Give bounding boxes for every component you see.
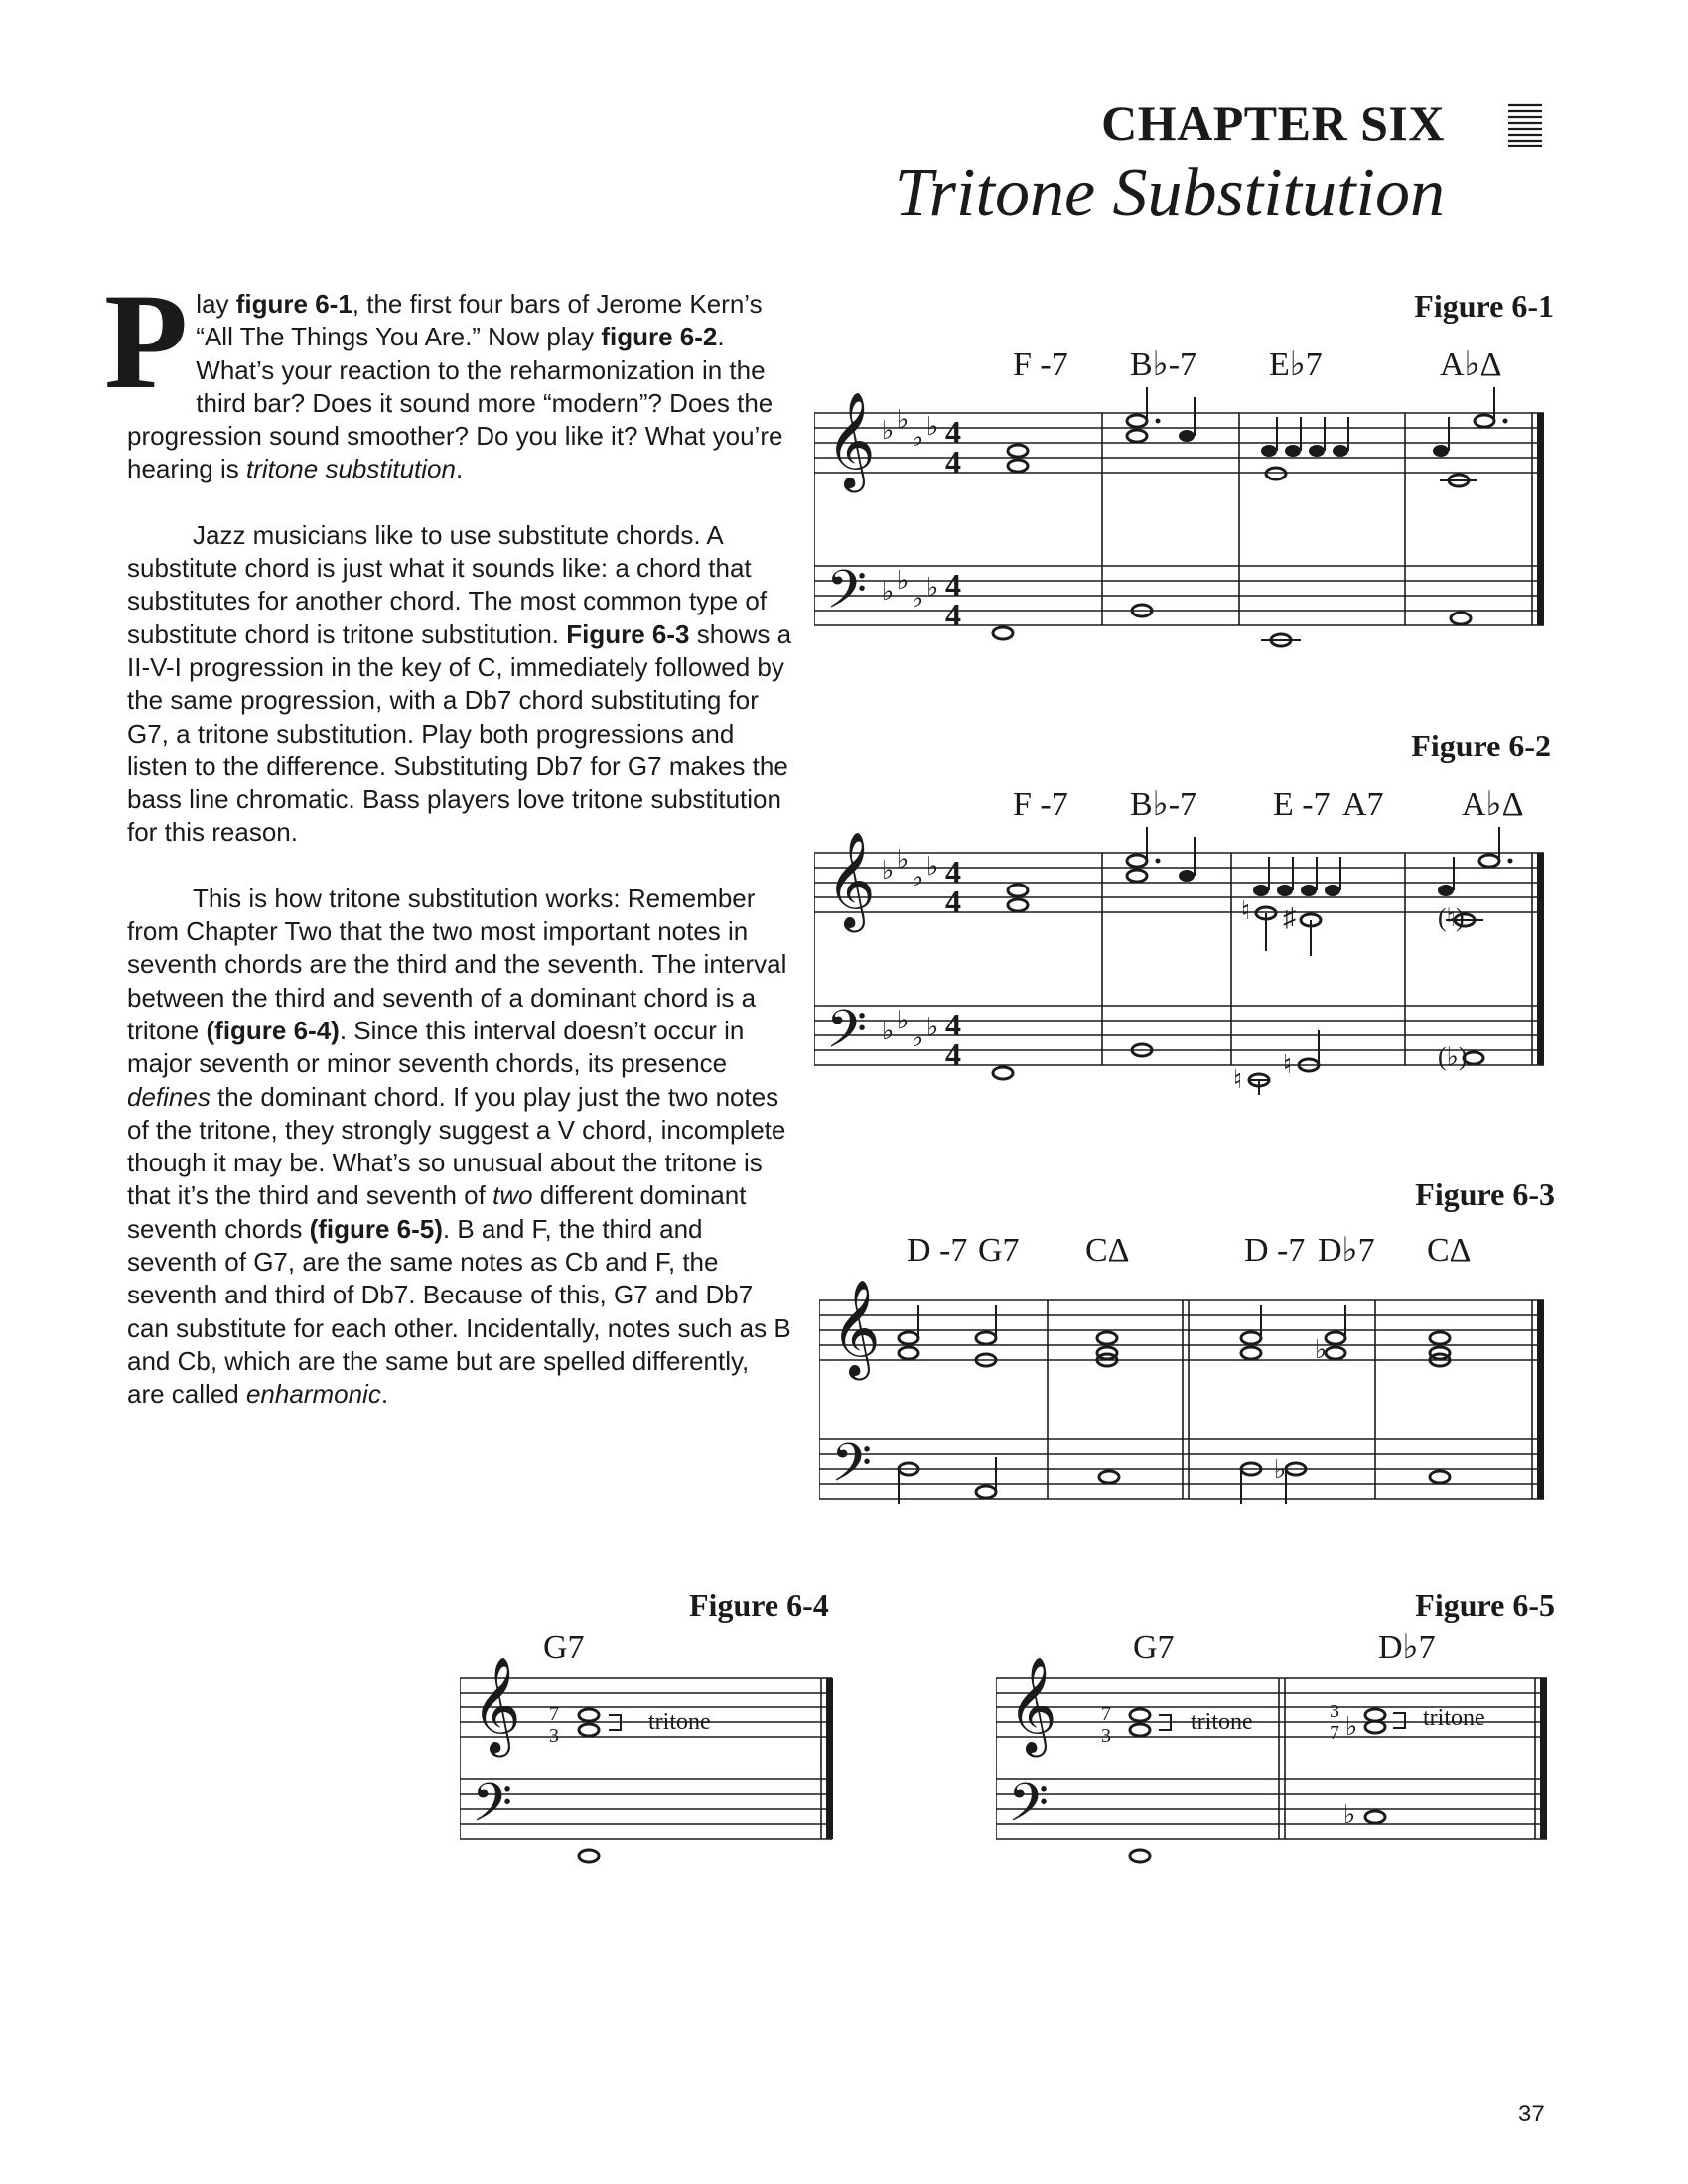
chord-symbol: CΔ [1085,1232,1130,1269]
text-run: the dominant chord. If you play just the two notes of the tritone, they strongly suggest a V chord, incomplete though it may be. What’s so unusual about the tritone is that it’s the third and seventh of [127,1081,786,1211]
text-run: . Since this interval doesn’t occur in major seventh or minor seventh chords, its presence [127,1015,745,1079]
svg-text:4: 4 [945,414,961,450]
chord-symbol: A♭Δ [1462,786,1524,823]
svg-text:♭: ♭ [926,412,939,441]
svg-text:𝄞: 𝄞 [472,1660,521,1752]
text-run: . B and F, the third and seventh of G7, are the same notes as Cb and F, the seventh and third of Db7. Because of this, G7 and Db7 can substitute for each other. Incidentally, notes such as B and Cb, which are the same but are spelled differently, are called [127,1213,791,1410]
svg-text:4: 4 [945,1007,961,1042]
svg-text:𝄞: 𝄞 [1008,1660,1057,1752]
svg-text:♭: ♭ [882,1017,895,1045]
svg-text:♮: ♮ [1283,1050,1293,1079]
interval-number: 7 [549,1704,559,1725]
text-run: . What’s your reaction to the reharmonization in the third bar? Does it sound more “modern”? Does the progression sound smoother? Do you like it? What you’re hearing is [127,322,783,484]
svg-text:♭: ♭ [897,1006,910,1034]
figure-6-3-label: Figure 6-3 [1415,1176,1555,1212]
text-run: . [455,454,464,484]
tritone-label: tritone [648,1709,711,1735]
svg-text:𝄢: 𝄢 [472,1774,513,1844]
staff-lines-icon [1508,103,1542,147]
svg-text:♭: ♭ [1315,1335,1328,1364]
chord-symbol: D♭7 [1318,1232,1375,1269]
svg-text:(♭): (♭) [1438,1042,1468,1071]
svg-text:4: 4 [945,884,961,919]
page-number: 37 [1518,2101,1545,2127]
text-run: figure 6-2 [601,322,718,352]
svg-text:♮: ♮ [1233,1065,1243,1094]
svg-text:4: 4 [945,444,961,479]
svg-text:♭: ♭ [926,852,939,881]
svg-text:♭: ♭ [1343,1800,1356,1829]
svg-text:4: 4 [945,1036,961,1072]
chord-symbol: D -7 [1244,1232,1306,1269]
svg-text:♭: ♭ [897,845,910,874]
svg-text:4: 4 [945,854,961,889]
chord-symbol: G7 [543,1629,585,1666]
figure-6-4-label: Figure 6-4 [689,1587,829,1623]
svg-text:♯: ♯ [1283,903,1296,932]
svg-text:𝄢: 𝄢 [826,1001,868,1071]
figure-6-2-score [814,767,1559,1095]
svg-text:♭: ♭ [926,1013,939,1041]
chord-symbol: F -7 [1013,786,1068,823]
svg-text:♭: ♭ [897,566,910,595]
tritone-label: tritone [1191,1709,1253,1735]
svg-text:♭: ♭ [1345,1712,1358,1741]
chord-symbol: B♭-7 [1130,786,1197,823]
chord-symbol: D♭7 [1378,1629,1436,1666]
chord-symbol: E -7 [1273,786,1331,823]
text-run: lay [196,289,236,319]
chord-symbol: F -7 [1013,346,1068,383]
svg-text:♭: ♭ [912,423,924,452]
svg-text:♭: ♭ [1274,1455,1287,1484]
text-run: . [380,1379,389,1410]
text-run: figure 6-1 [235,289,352,319]
svg-text:4: 4 [945,597,961,632]
paragraph-2 [127,519,792,850]
text-run: Figure 6-3 [566,618,690,649]
svg-text:♭: ♭ [882,577,895,606]
tritone-label: tritone [1423,1706,1485,1731]
figure-6-1-score [814,328,1559,655]
text-run: two [492,1180,533,1211]
svg-text:♭: ♭ [897,405,910,434]
interval-number: 3 [1101,1725,1111,1747]
paragraph-1-text [127,289,782,483]
chord-symbol: A♭Δ [1440,346,1502,383]
svg-text:♭: ♭ [926,573,939,602]
paragraph-1 [104,265,792,486]
drop-cap: P [104,265,189,417]
interval-number: 3 [549,1725,559,1747]
svg-text:4: 4 [945,567,961,603]
svg-text:♭: ♭ [912,584,924,613]
svg-text:𝄞: 𝄞 [831,1283,881,1375]
figure-6-4-score [460,1618,847,1866]
svg-text:♭: ♭ [912,863,924,891]
figure-6-5-score [996,1618,1552,1866]
interval-number: 7 [1101,1704,1111,1725]
chord-symbol: G7 [978,1232,1020,1269]
svg-text:𝄢: 𝄢 [1008,1774,1050,1844]
text-run: Jazz musicians like to use substitute chords. A substitute chord is just what it sounds like: a chord that substitutes for another chord. The most common type of substitute chord is tritone substitution. [127,519,768,649]
text-run: different dominant seventh chords [127,1180,747,1244]
figure-6-5-label: Figure 6-5 [1415,1587,1555,1623]
text-run: This is how tritone substitution works: Remember from Chapter Two that the two most important notes in seventh chords are the third and the seventh. The interval between the third and seventh of a dominant chord is a tritone [127,883,787,1045]
chord-symbol: CΔ [1427,1232,1472,1269]
text-run: , the first four bars of Jerome Kern’s “All The Things You Are.” Now play [196,289,763,352]
body-text [104,265,792,1412]
chapter-title: Tritone Substitution [894,155,1445,231]
svg-text:𝄢: 𝄢 [826,561,868,631]
chord-symbol: E♭7 [1269,346,1323,383]
interval-number: 7 [1330,1722,1339,1744]
text-run: tritone substitution [245,454,456,484]
paragraph-3 [127,883,792,1412]
text-run: (figure 6-4) [206,1015,340,1045]
chapter-label: CHAPTER SIX [1101,95,1445,151]
svg-text:𝄞: 𝄞 [826,395,876,487]
chord-symbol: G7 [1133,1629,1175,1666]
svg-text:(♮): (♮) [1438,903,1465,932]
svg-text:♭: ♭ [882,416,895,445]
svg-text:♭: ♭ [882,856,895,885]
svg-text:𝄞: 𝄞 [826,835,876,927]
text-run: enharmonic [245,1379,381,1410]
chord-symbol: B♭-7 [1130,346,1197,383]
svg-text:♭: ♭ [912,1024,924,1052]
text-run: (figure 6-5) [309,1213,443,1244]
interval-number: 3 [1330,1701,1339,1722]
figure-6-2-label: Figure 6-2 [1411,728,1551,763]
chord-symbol: D -7 [907,1232,968,1269]
svg-text:♮: ♮ [1241,896,1251,925]
figure-6-3-score [819,1211,1554,1539]
text-run: defines [127,1081,211,1112]
text-run: shows a II-V-I progression in the key of C, immediately followed by the same progression, with a Db7 chord substituting for G7, a tritone substitution. Play both progressions and listen to the difference. Substituting Db7 for G7 makes the bass line chromatic. Bass players love tritone substitution for this reason. [127,618,792,848]
figure-6-1-label: Figure 6-1 [1414,288,1554,324]
svg-text:𝄢: 𝄢 [831,1434,873,1505]
chord-symbol: A7 [1342,786,1384,823]
